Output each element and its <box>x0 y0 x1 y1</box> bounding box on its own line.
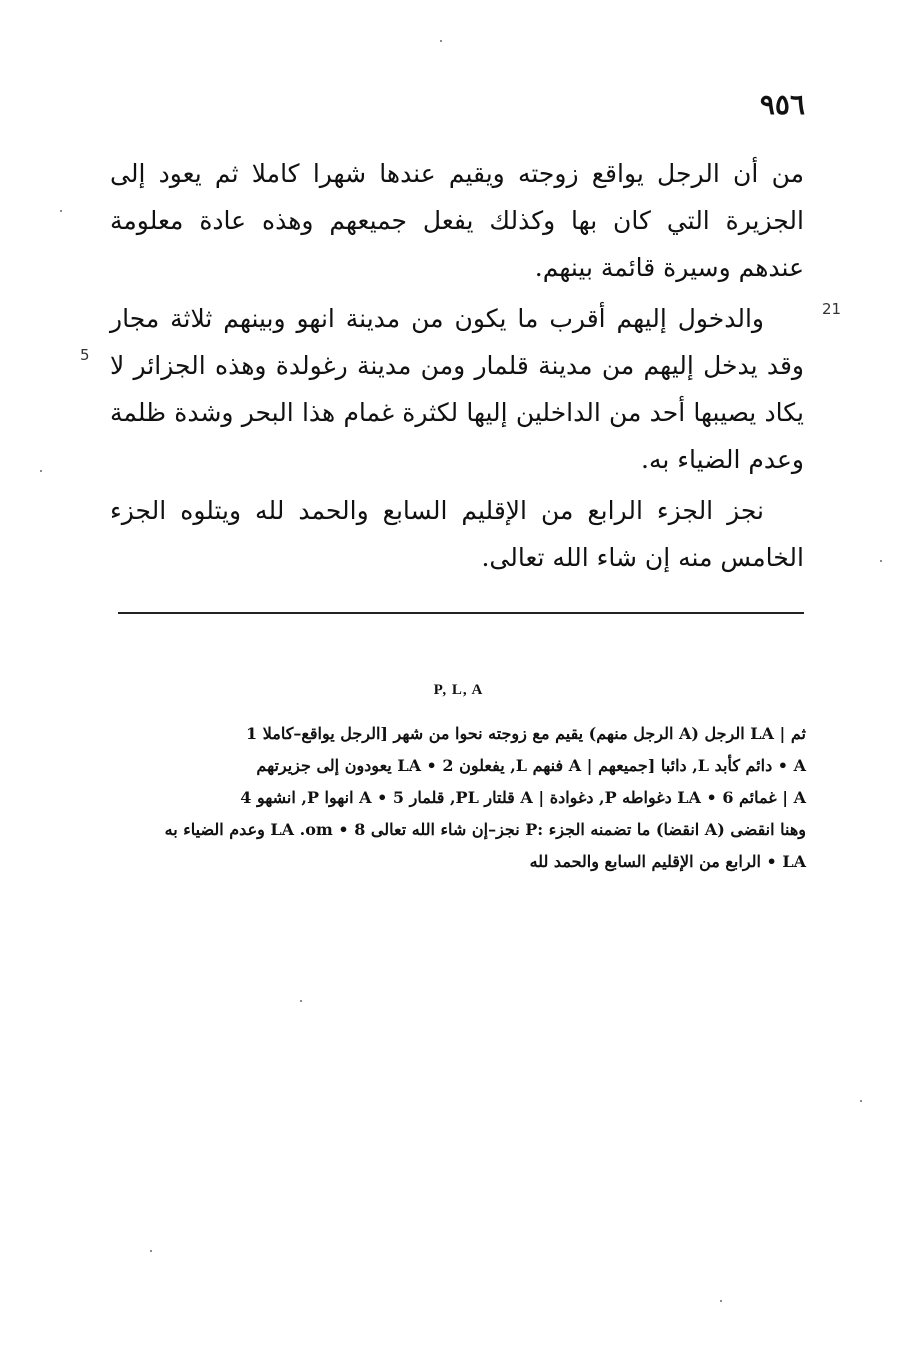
main-text <box>110 150 804 585</box>
paragraph-2: والدخول إليهم أقرب ما يكون من مدينة انهو وبينهم ثلاثة مجار وقد يدخل إليهم من مدينة قلمار ومن مدينة رغولدة وهذه الجزائر لا يكاد يصيبها أحد من الداخلين إليها لكثرة غمام هذا البحر وشدة ظلمة وعدم الضياء به. <box>110 304 804 474</box>
scan-speck <box>880 560 882 562</box>
apparatus-line: ثم | LA الرجل (A الرجل منهم) يقيم مع زوجته نحوا من شهر [الرجل يواقع–كاملا 1 <box>246 724 806 743</box>
manuscript-sigla: P, L, A <box>433 682 484 698</box>
page-number: ٩٥٦ <box>759 88 805 121</box>
scan-speck <box>720 1300 722 1302</box>
scan-speck <box>860 1100 862 1102</box>
apparatus-line: A | غمائم 6 • LA دغواطه P, دغوادة | A قلتار PL, قلمار 5 • A انهوا P, انشهو 4 <box>240 788 806 807</box>
footnote-divider <box>118 612 804 614</box>
apparatus-line: LA • الرابع من الإقليم السابع والحمد لله <box>529 852 806 871</box>
apparatus-line: وهنا انقضى (A انقضا) ما تضمنه الجزء :P نجز–إن شاء الله تعالى 8 • LA .om وعدم الضياء به <box>164 820 806 839</box>
scan-speck <box>40 470 42 472</box>
apparatus-line: A • دائم كأبد L, دائبا [جميعهم | A فنهم L, يفعلون 2 • LA يعودون إلى جزيرتهم <box>256 756 806 775</box>
scan-speck <box>150 1250 152 1252</box>
line-number-5: 5 <box>80 346 90 364</box>
line-number-21: 21 <box>822 300 842 318</box>
scan-speck <box>300 1000 302 1002</box>
paragraph-1: من أن الرجل يواقع زوجته ويقيم عندها شهرا كاملا ثم يعود إلى الجزيرة التي كان بها وكذلك يفعل جميعهم وهذه عادة معلومة عندهم وسيرة قائمة بينهم. <box>110 159 804 282</box>
scan-speck <box>440 40 442 42</box>
critical-apparatus <box>112 718 806 878</box>
scan-speck <box>60 210 62 212</box>
paragraph-3-colophon: نجز الجزء الرابع من الإقليم السابع والحمد لله ويتلوه الجزء الخامس منه إن شاء الله تعالى. <box>110 496 804 572</box>
